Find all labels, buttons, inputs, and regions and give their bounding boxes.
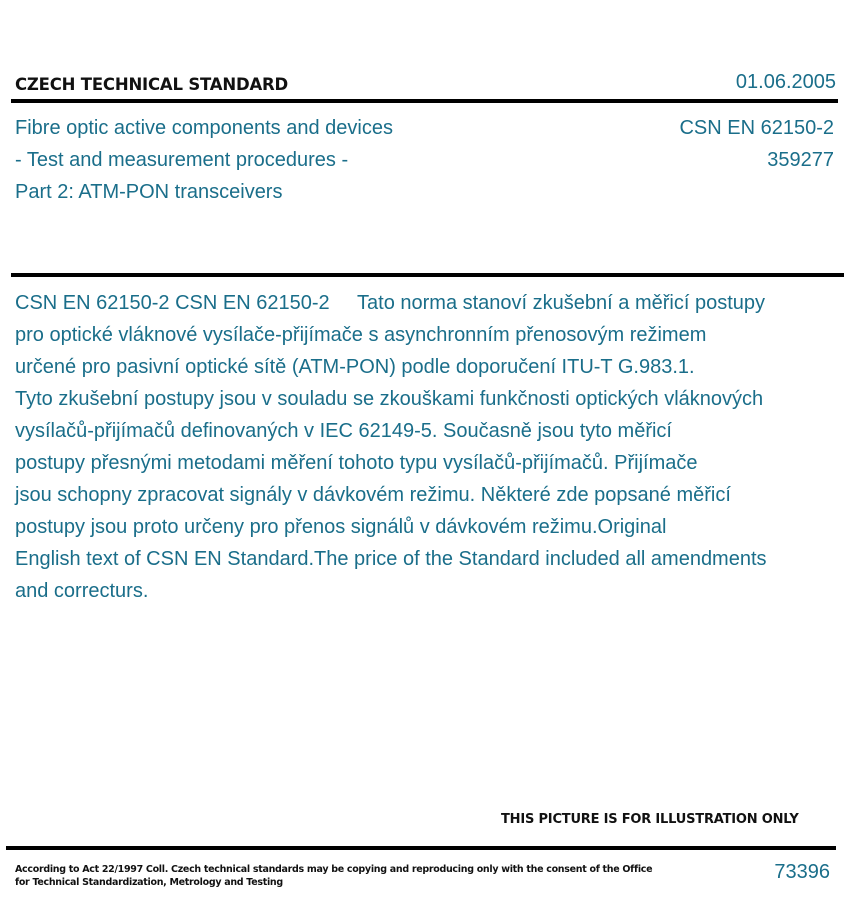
description-line: vysílačů-přijímačů definovaných v IEC 62149-5. Současně jsou tyto měřicí [15, 420, 672, 442]
description-line: and correcturs. [15, 580, 149, 602]
description-line: Tyto zkušební postupy jsou v souladu se zkouškami funkčnosti optických vláknových [15, 388, 764, 410]
catalog-number: 73396 [774, 861, 830, 883]
description-line: CSN EN 62150-2 CSN EN 62150-2 Tato norma stanoví zkušební a měřicí postupy [15, 292, 765, 314]
title-line-2: - Test and measurement procedures - [15, 149, 349, 171]
title-line-3: Part 2: ATM-PON transceivers [15, 181, 283, 203]
description-line: určené pro pasivní optické sítě (ATM-PON) podle doporučení ITU-T G.983.1. [15, 356, 695, 378]
description-line: pro optické vláknové vysílače-přijímače s asynchronním přenosovým režimem [15, 324, 707, 346]
document-type-label: CZECH TECHNICAL STANDARD [15, 75, 289, 94]
description-line: postupy jsou proto určeny pro přenos signálů v dávkovém režimu.Original [15, 516, 667, 538]
illustration-notice: THIS PICTURE IS FOR ILLUSTRATION ONLY [501, 812, 799, 827]
standard-code: CSN EN 62150-2 [679, 117, 834, 139]
description-line: postupy přesnými metodami měření tohoto typu vysílačů-přijímačů. Přijímače [15, 452, 698, 474]
description-line: jsou schopny zpracovat signály v dávkovém režimu. Některé zde popsané měřicí [15, 484, 731, 506]
footer-rule [6, 846, 836, 850]
header-rule [11, 99, 838, 103]
title-line-1: Fibre optic active components and devices [15, 117, 393, 139]
publication-date: 01.06.2005 [735, 71, 836, 93]
description-line: English text of CSN EN Standard.The price of the Standard included all amendments [15, 548, 767, 570]
legal-notice-line-1: According to Act 22/1997 Coll. Czech technical standards may be copying and reproducing only with the consent of the Office [15, 864, 653, 875]
legal-notice-line-2: for Technical Standardization, Metrology and Testing [15, 877, 283, 888]
title-rule [11, 273, 844, 277]
standard-number: 359277 [767, 149, 834, 171]
